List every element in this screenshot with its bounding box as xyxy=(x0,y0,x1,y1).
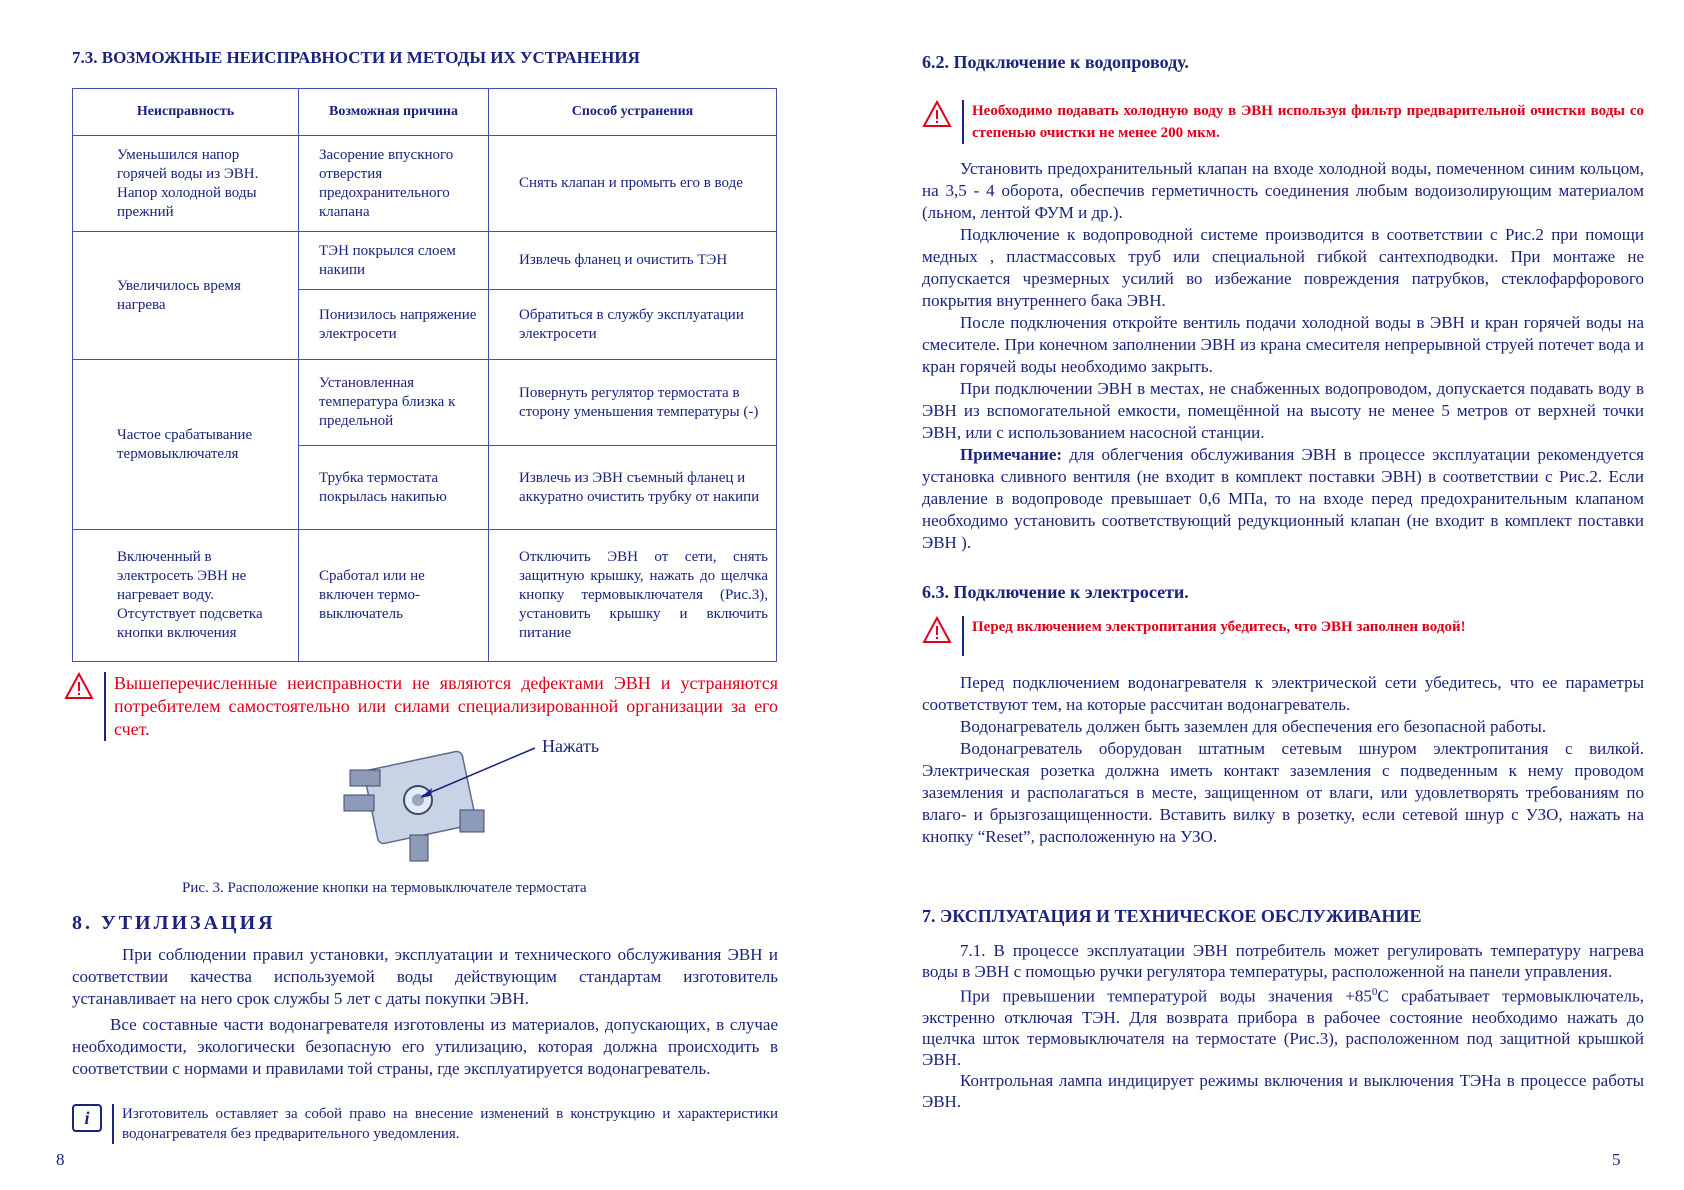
note-label: Примечание: xyxy=(960,445,1063,464)
degree-sign: 0 xyxy=(1371,986,1378,998)
cause-cell: Засорение впускного отверстия предохранительного клапана xyxy=(299,136,489,232)
paragraph: Водонагреватель оборудован штатным сетевым шнуром электропитания с вилкой. Электрическая розетка должна иметь контакт заземления с подведенным к нему проводом заземления и располагаться в месте, защищенном от влаги, или удовлетворять требованиям по влаго- и брызгозащищенности. Вставить вилку в розетку, если сетевой шнур с УЗО, нажать на кнопку “Reset”, расположенную на УЗО. xyxy=(922,739,1644,846)
page-number: 8 xyxy=(56,1150,65,1169)
cause-cell: Установленная температура близка к предельной xyxy=(299,360,489,446)
warning-triangle-icon xyxy=(64,672,94,700)
paragraph: Все составные части водонагревателя изготовлены из материалов, допускающих, в случае необходимости, экологически безопасную его утилизацию, которая должна происходить в соответствии с нормами и правилами той страны, где эксплуатируется водонагреватель. xyxy=(72,1015,778,1078)
overheat-paragraph xyxy=(922,982,1644,1070)
table-row xyxy=(73,530,777,662)
remedy-cell: Снять клапан и промыть его в воде xyxy=(489,136,777,232)
warning-bar xyxy=(962,616,964,656)
paragraph: При подключении ЭВН в местах, не снабженных водопроводом, допускается подавать воду в ЭВН из вспомогательной емкости, помещённой на высоту не менее 5 метров от верхней точки ЭВН, или с использованием насосной станции. xyxy=(922,379,1644,442)
table-row xyxy=(73,232,777,290)
problem-cell: Увеличилось время нагрева xyxy=(73,232,299,360)
overheat-text-end: С срабатывает термовыключатель, экстренно отключая ТЭН. Для возврата прибора в рабочее состояние необходимо нажать до щелчка шток термовыключателя на термостате (Рис.3), расположенном под защитной крышкой ЭВН. xyxy=(922,986,1644,1069)
press-label: Нажать xyxy=(542,736,600,756)
warning-bar xyxy=(962,100,964,144)
paragraph: Подключение к водопроводной системе производится в соответствии с Рис.2 при помощи медных , пластмассовых труб или специальной гибкой сантехподводки. При монтаже не допускается чрезмерных усилий во избежание повреждения патрубков, стеклофарфорового покрытия внутреннего бака ЭВН. xyxy=(922,225,1644,310)
table-header: Способ устранения xyxy=(489,89,777,136)
info-note-text: Изготовитель оставляет за собой право на внесение изменений в конструкцию и характеристики водонагревателя без предварительного уведомления. xyxy=(122,1106,778,1142)
section-73-title: 7.3. ВОЗМОЖНЫЕ НЕИСПРАВНОСТИ И МЕТОДЫ ИХ УСТРАНЕНИЯ xyxy=(72,48,640,67)
page-number: 5 xyxy=(1612,1150,1621,1169)
paragraph: При соблюдении правил установки, эксплуатации и технического обслуживания ЭВН и соответствии качества используемой воды действующим стандартам изготовитель устанавливает на него срок службы 5 лет с даты покупки ЭВН. xyxy=(72,945,778,1008)
remedy-cell: Повернуть регулятор термостата в сторону уменьшения температуры (-) xyxy=(489,360,777,446)
cause-cell: Понизилось напряжение электросети xyxy=(299,290,489,360)
paragraph: 7.1. В процессе эксплуатации ЭВН потребитель может регулировать температуру нагрева воды в ЭВН с помощью ручки регулятора температуры, расположенной на панели управления. xyxy=(922,941,1644,981)
paragraph: После подключения откройте вентиль подачи холодной воды в ЭВН и кран горячей воды на смесителе. При конечном заполнении ЭВН из крана смесителя непрерывной струей потечет вода и кран горячей воды необходимо закрыть. xyxy=(922,313,1644,376)
table-header: Неисправность xyxy=(73,89,299,136)
filter-warning-text: Необходимо подавать холодную воду в ЭВН используя фильтр предварительной очистки воды со степенью очистки не менее 200 мкм. xyxy=(972,103,1644,141)
paragraph: Перед подключением водонагревателя к электрической сети убедитесь, что ее параметры соответствуют тем, на которые рассчитан водонагреватель. xyxy=(922,673,1644,714)
warning-triangle-icon xyxy=(922,100,952,128)
cause-cell: ТЭН покрылся слоем накипи xyxy=(299,232,489,290)
power-warning-text: Перед включением электропитания убедитесь, что ЭВН заполнен водой! xyxy=(972,619,1466,635)
cause-cell: Трубка термостата покрылась накипью xyxy=(299,446,489,530)
defects-warning xyxy=(64,672,778,741)
paragraph: Установить предохранительный клапан на входе холодной воды, помеченном синим кольцом, на 3,5 - 4 оборота, обеспечив герметичность соединения любым водоизолирующим материалом (льном, лентой ФУМ и др.). xyxy=(922,159,1644,222)
paragraph: Водонагреватель должен быть заземлен для обеспечения его безопасной работы. xyxy=(960,717,1547,736)
remedy-cell: Извлечь фланец и очистить ТЭН xyxy=(489,232,777,290)
figure-caption: Рис. 3. Расположение кнопки на термовыключателе термостата xyxy=(182,880,587,896)
section-7-title: 7. ЭКСПЛУАТАЦИЯ И ТЕХНИЧЕСКОЕ ОБСЛУЖИВАНИЕ xyxy=(922,906,1422,926)
defects-warning-text: Вышеперечисленные неисправности не являются дефектами ЭВН и устраняются потребителем самостоятельно или силами специализированной организации за его счет. xyxy=(114,673,778,739)
section-7-text xyxy=(922,940,1644,1112)
warning-bar xyxy=(104,672,106,741)
troubleshooting-table xyxy=(72,88,777,662)
cause-cell: Сработал или не включен термо-выключатель xyxy=(299,530,489,662)
remedy-cell: Обратиться в службу эксплуатации электросети xyxy=(489,290,777,360)
remedy-cell: Отключить ЭВН от сети, снять защитную крышку, нажать до щелчка кнопку термовыключателя (Рис.3), установить крышку и включить питание xyxy=(489,530,777,662)
problem-cell: Уменьшился напор горячей воды из ЭВН. Напор холодной воды прежний xyxy=(73,136,299,232)
table-row xyxy=(73,136,777,232)
remedy-cell: Извлечь из ЭВН съемный фланец и аккуратно очистить трубку от накипи xyxy=(489,446,777,530)
info-bar xyxy=(112,1104,114,1144)
section-62-title: 6.2. Подключение к водопроводу. xyxy=(922,52,1189,72)
section-63-title: 6.3. Подключение к электросети. xyxy=(922,582,1189,602)
section-8-text xyxy=(72,944,778,1080)
thermostat-figure xyxy=(340,740,670,870)
paragraph: Контрольная лампа индицирует режимы включения и выключения ТЭНа в процессе работы ЭВН. xyxy=(922,1070,1644,1111)
power-warning xyxy=(922,616,1644,656)
info-note xyxy=(72,1104,778,1144)
table-header: Возможная причина xyxy=(299,89,489,136)
table-header-row xyxy=(73,89,777,136)
overheat-text-start: При превышении температурой воды значения +85 xyxy=(960,986,1372,1006)
filter-warning xyxy=(922,100,1644,144)
right-page xyxy=(842,0,1684,1190)
section-8-title: 8. УТИЛИЗАЦИЯ xyxy=(72,912,276,934)
problem-cell: Частое срабатывание термовыключателя xyxy=(73,360,299,530)
warning-triangle-icon xyxy=(922,616,952,644)
section-62-text xyxy=(922,158,1644,554)
table-row xyxy=(73,360,777,446)
note-paragraph xyxy=(922,444,1644,554)
problem-cell: Включенный в электросеть ЭВН не нагревает воду. Отсутствует подсветка кнопки включения xyxy=(73,530,299,662)
section-63-text xyxy=(922,672,1644,848)
info-icon: i xyxy=(72,1104,102,1132)
note-text: для облегчения обслуживания ЭВН в процессе эксплуатации рекомендуется установка сливного вентиля (не входит в комплект поставки ЭВН) в соответствии с Рис.2. Если давление в водопроводе превышает 0,6 МПа, то на входе перед предохранительным клапаном необходимо установить соответствующий редукционный клапан (не входит в комплект поставки ЭВН ). xyxy=(922,445,1644,552)
